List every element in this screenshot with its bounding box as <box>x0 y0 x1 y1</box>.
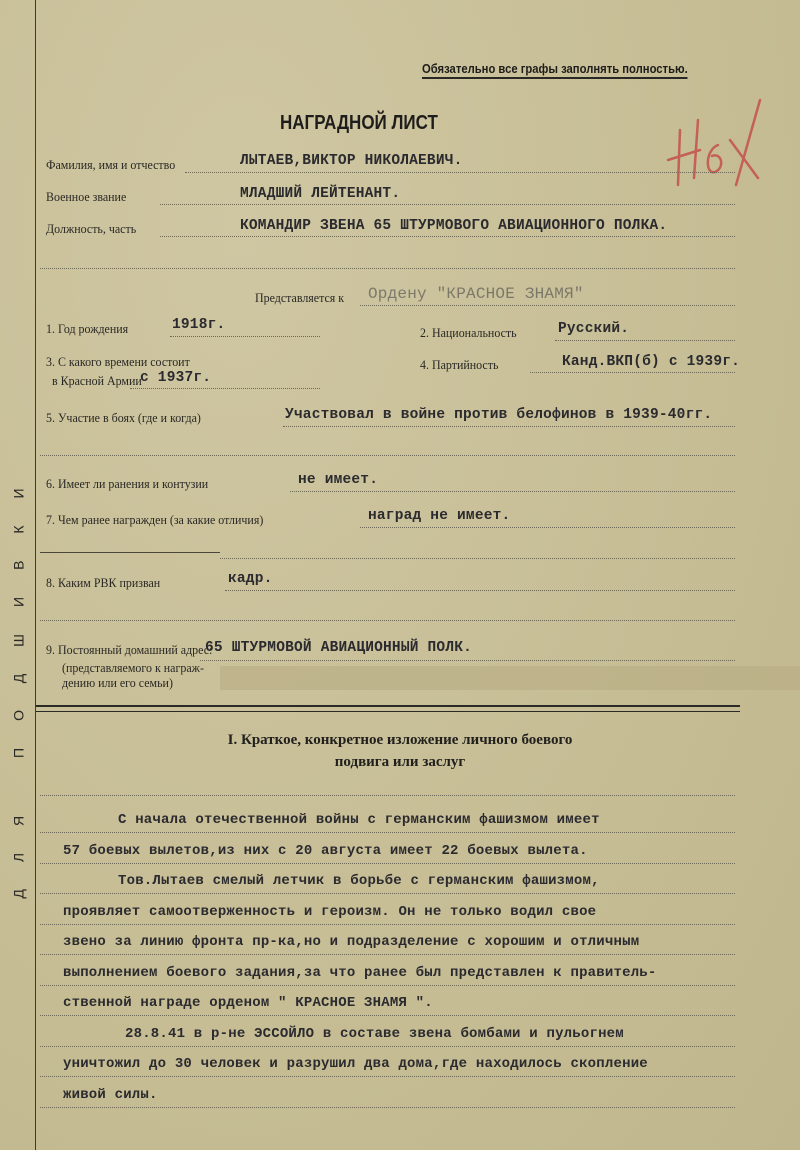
nationality-value: Русский. <box>558 321 630 337</box>
address-label-3: дению или его семьи) <box>62 675 173 690</box>
name-value: ЛЫТАЕВ,ВИКТОР НИКОЛАЕВИЧ. <box>240 153 463 169</box>
wounds-label: 6. Имеет ли ранения и контузии <box>46 476 209 491</box>
narrative-line: живой силы. <box>63 1086 158 1103</box>
address-label-1: 9. Постоянный домашний адрес: <box>46 642 213 657</box>
narrative-line: проявляет самоотверженность и героизм. Он не только водил свое <box>63 903 597 920</box>
margin-label <box>10 320 28 1040</box>
narrative-line: уничтожил до 30 человек и разрушил два дома,где находилось скопление <box>63 1056 648 1072</box>
battles-label: 5. Участие в боях (где и когда) <box>46 410 201 425</box>
battles-value: Участвовал в войне против белофинов в 1939-40гг. <box>285 407 713 423</box>
handwritten-mark <box>660 90 770 190</box>
army-since-label-2: в Красной Армии <box>52 373 142 388</box>
awards-label: 7. Чем ранее награжден (за какие отличия) <box>46 512 264 527</box>
narrative-line: ственной награде орденом " КРАСНОЕ ЗНАМЯ ". <box>63 995 433 1011</box>
narrative-line: Тов.Лытаев смелый летчик в борьбе с германским фашизмом, <box>118 873 600 889</box>
header-note: Обязательно все графы заполнять полностью. <box>422 62 688 79</box>
position-label: Должность, часть <box>46 221 137 236</box>
nominated-label: Представляется к <box>255 290 345 305</box>
address-label-2: (представляемого к награж- <box>62 660 204 675</box>
section-heading-1: I. Краткое, конкретное изложение личного боевого <box>227 732 573 748</box>
narrative-line: выполнением боевого задания,за что ранее был представлен к правитель- <box>63 964 657 981</box>
birth-year-value: 1918г. <box>172 317 226 333</box>
birth-year-label: 1. Год рождения <box>46 321 129 336</box>
narrative-line: 57 боевых вылетов,из них с 20 августа имеет 22 боевых вылета. <box>63 842 588 859</box>
nationality-label: 2. Национальность <box>420 325 517 340</box>
address-value: 65 ШТУРМОВОЙ АВИАЦИОННЫЙ ПОЛК. <box>205 640 473 656</box>
party-value: Канд.ВКП(б) с 1939г. <box>562 354 741 370</box>
wounds-value: не имеет. <box>298 472 379 488</box>
nominated-value: Ордену "КРАСНОЕ ЗНАМЯ" <box>368 285 584 303</box>
rvk-value: кадр. <box>228 571 273 587</box>
rank-label: Военное звание <box>46 189 127 204</box>
section-heading-2: подвига или заслуг <box>334 754 466 770</box>
army-since-value: с 1937г. <box>140 370 212 386</box>
party-label: 4. Партийность <box>420 357 499 372</box>
rank-value: МЛАДШИЙ ЛЕЙТЕНАНТ. <box>240 186 401 202</box>
name-label: Фамилия, имя и отчество <box>46 157 176 172</box>
narrative-line: 28.8.41 в р-не ЭССОЙЛО в составе звена бомбами и пульогнем <box>125 1025 624 1042</box>
margin-label-text: ДЛЯ ПОДШИВКИ <box>11 461 27 899</box>
margin-line <box>35 0 36 1150</box>
page-title: НАГРАДНОЙ ЛИСТ <box>280 112 438 134</box>
narrative-line: звено за линию фронта пр-ка,но и подразделение с хорошим и отличным <box>63 934 640 950</box>
awards-value: наград не имеет. <box>368 508 511 524</box>
narrative-line: С начала отечественной войны с германским фашизмом имеет <box>118 812 600 828</box>
rvk-label: 8. Каким РВК призван <box>46 575 161 590</box>
army-since-label-1: 3. С какого времени состоит <box>46 354 190 369</box>
position-value: КОМАНДИР ЗВЕНА 65 ШТУРМОВОГО АВИАЦИОННОГО ПОЛКА. <box>240 218 668 234</box>
